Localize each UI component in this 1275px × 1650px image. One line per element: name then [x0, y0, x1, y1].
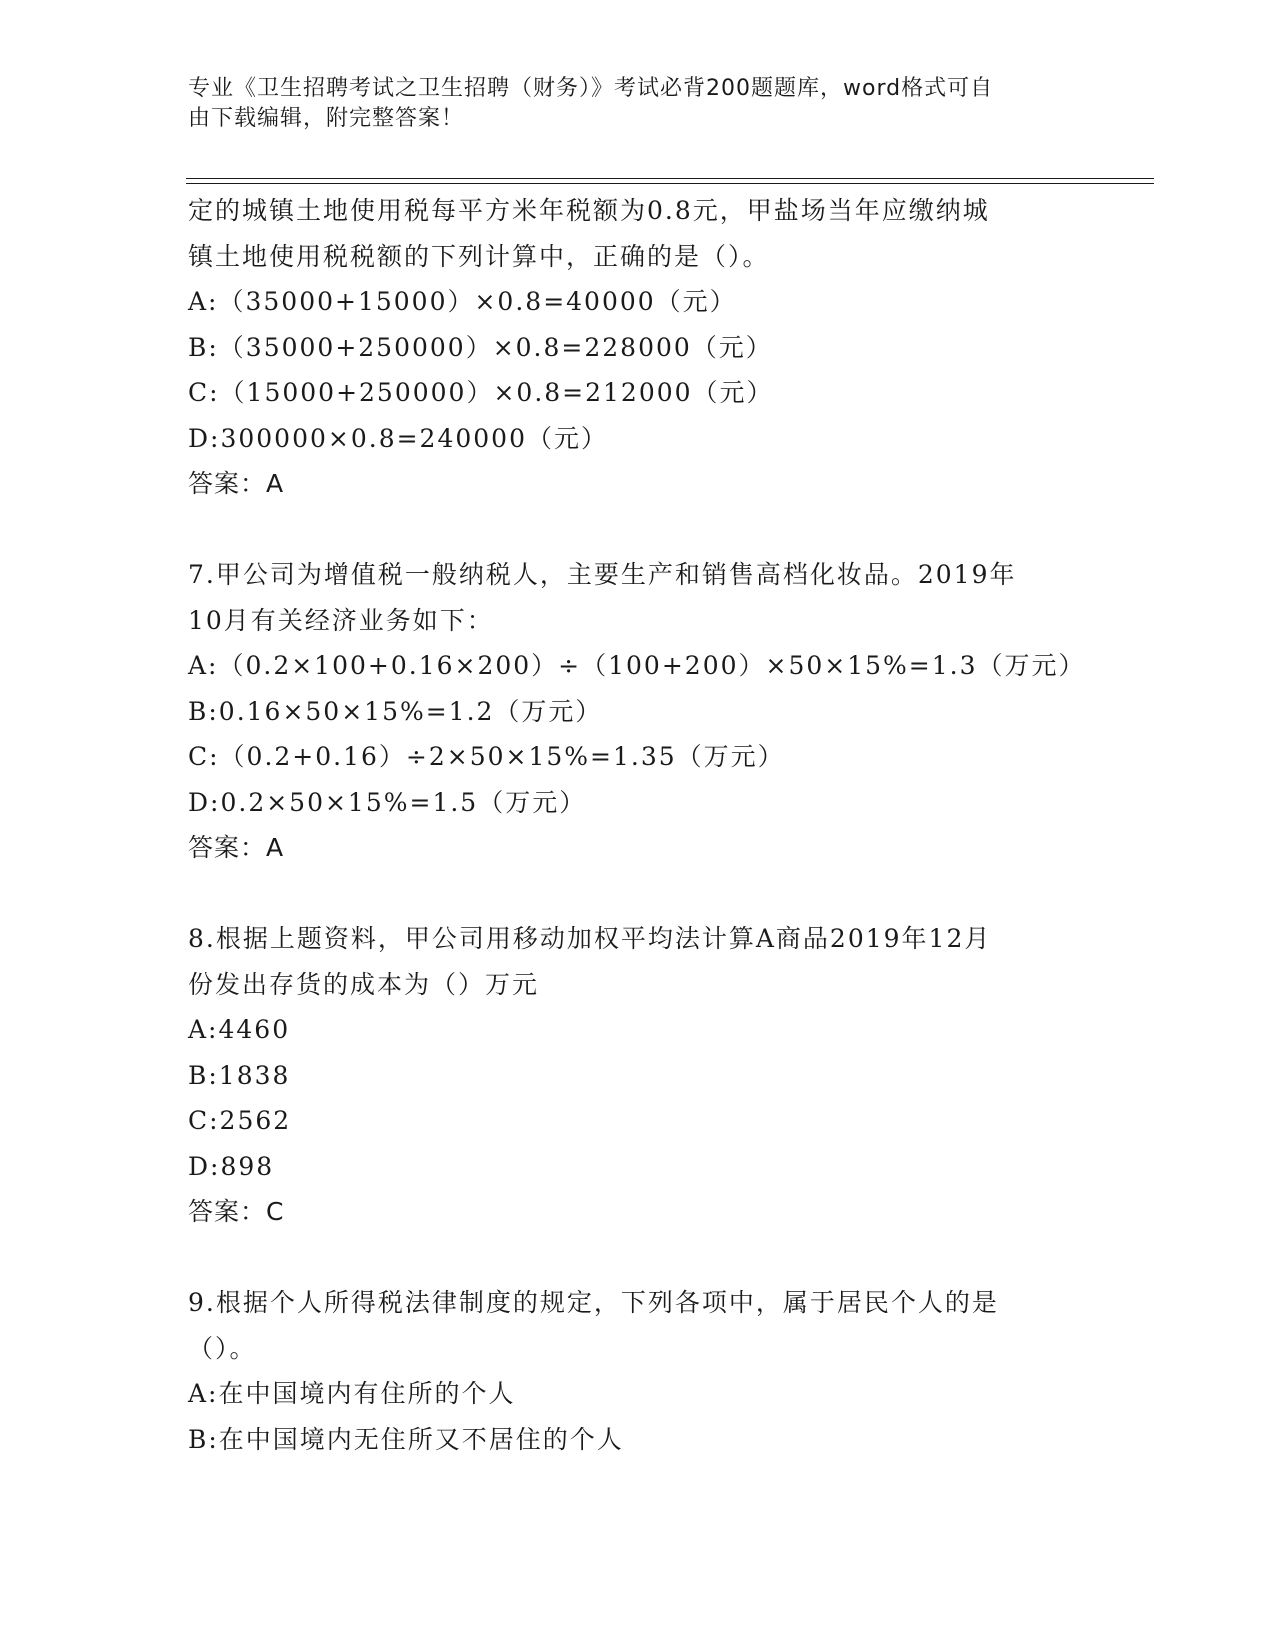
option-a: A:（35000+15000）×0.8=40000（元）	[188, 287, 737, 316]
option-b: B:在中国境内无住所又不居住的个人	[188, 1424, 624, 1454]
question-stem-line: 份发出存货的成本为（）万元	[188, 969, 540, 999]
question-6	[188, 188, 1088, 507]
question-stem-line: 9.根据个人所得税法律制度的规定，下列各项中，属于居民个人的是	[188, 1288, 999, 1317]
header-line-2: 由下载编辑，附完整答案！	[188, 106, 465, 131]
option-b: B:1838	[188, 1060, 291, 1090]
spacer	[188, 1235, 1088, 1281]
question-9	[188, 1280, 1088, 1462]
option-a: A:4460	[188, 1015, 291, 1044]
question-8	[188, 916, 1088, 1235]
question-stem-line: 镇土地使用税税额的下列计算中，正确的是（）。	[188, 241, 770, 271]
option-d: D:300000×0.8=240000（元）	[188, 423, 608, 453]
document-header	[188, 74, 1078, 134]
option-a: A:（0.2×100+0.16×200）÷（100+200）×50×15%=1.3（万元）	[188, 651, 1086, 680]
header-rule-bottom	[186, 183, 1154, 184]
spacer	[188, 507, 1088, 553]
question-stem-line: 8.根据上题资料，甲公司用移动加权平均法计算A商品2019年12月	[188, 924, 992, 953]
header-line-1: 专业《卫生招聘考试之卫生招聘（财务）》考试必背200题题库，word格式可自	[188, 76, 994, 101]
question-stem-line: 定的城镇土地使用税每平方米年税额为0.8元，甲盐场当年应缴纳城	[188, 196, 990, 225]
question-7	[188, 552, 1088, 871]
answer-line: 答案：C	[188, 1197, 285, 1226]
question-stem-line: 10月有关经济业务如下：	[188, 605, 494, 635]
option-b: B:0.16×50×15%=1.2（万元）	[188, 696, 603, 726]
option-b: B:（35000+250000）×0.8=228000（元）	[188, 332, 773, 362]
spacer	[188, 871, 1088, 917]
option-a: A:在中国境内有住所的个人	[188, 1379, 516, 1408]
header-rule-top	[186, 178, 1154, 179]
option-c: C:（0.2+0.16）÷2×50×15%=1.35（万元）	[188, 742, 785, 771]
option-d: D:898	[188, 1151, 275, 1181]
option-c: C:2562	[188, 1106, 292, 1135]
question-stem-line: 7.甲公司为增值税一般纳税人，主要生产和销售高档化妆品。2019年	[188, 560, 1017, 589]
option-d: D:0.2×50×15%=1.5（万元）	[188, 787, 587, 817]
answer-line: 答案：A	[188, 833, 285, 862]
option-c: C:（15000+250000）×0.8=212000（元）	[188, 378, 774, 407]
document-body	[188, 188, 1088, 1462]
answer-line: 答案：A	[188, 469, 285, 498]
question-stem-line: （）。	[188, 1333, 257, 1363]
